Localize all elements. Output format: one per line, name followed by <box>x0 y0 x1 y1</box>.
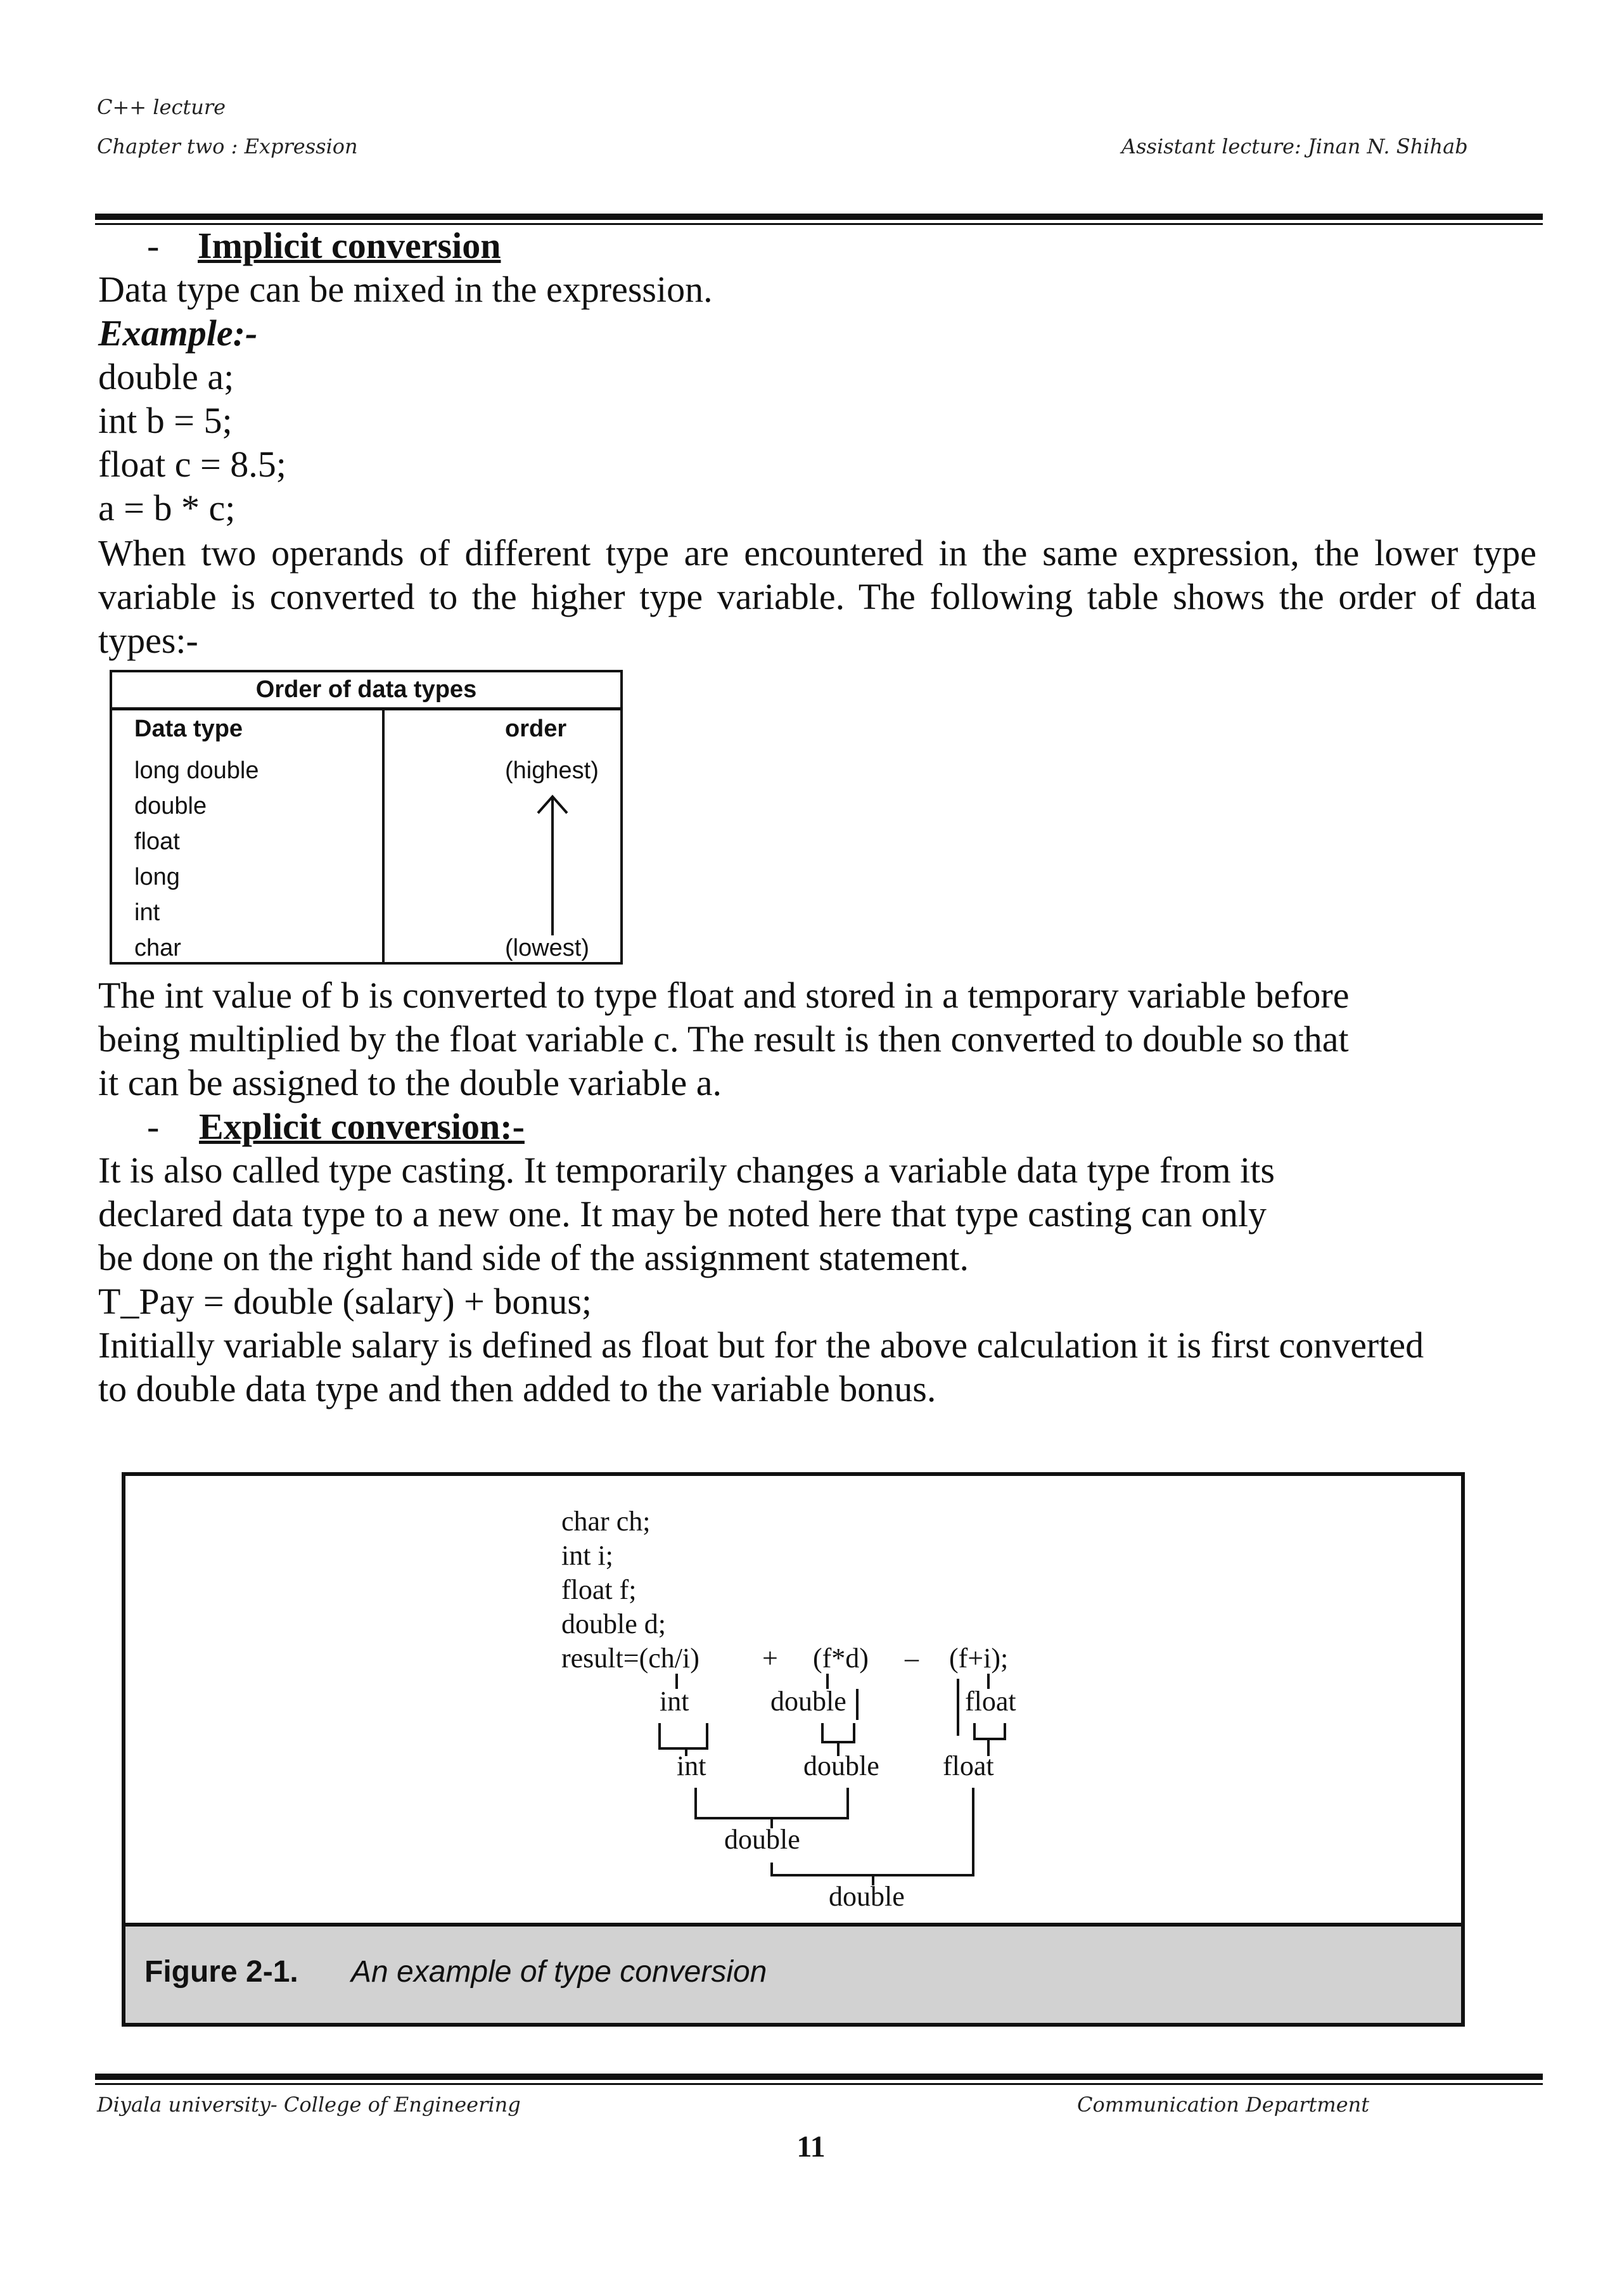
figure-type-conversion <box>122 1472 1465 2027</box>
minus-operator: – <box>905 1643 919 1674</box>
header-course: C++ lecture <box>97 95 226 119</box>
conversion-tree-lines <box>125 1476 1461 1932</box>
explicit-line-3: be done on the right hand side of the assignment statement. <box>98 1237 969 1278</box>
explicit-title: Explicit conversion:- <box>199 1106 525 1147</box>
level1-float: float <box>965 1686 1016 1717</box>
implicit-intro: Data type can be mixed in the expression. <box>98 269 713 310</box>
explicit-line-1: It is also called type casting. It temporarily changes a variable data type from its <box>98 1150 1275 1191</box>
level4-double: double <box>829 1881 905 1912</box>
implicit-explanation: When two operands of different type are encountered in the same expression, the lower type variable is converted to the higher type variable. The following table shows the order of data types:- <box>98 532 1536 661</box>
type-float: float <box>134 828 180 855</box>
header-chapter: Chapter two : Expression <box>97 134 358 158</box>
order-of-data-types-table <box>110 670 623 965</box>
type-char: char <box>134 935 181 961</box>
explicit-closing-1: Initially variable salary is defined as float but for the above calculation it is first converted <box>98 1324 1424 1366</box>
decl-float: float f; <box>561 1574 637 1605</box>
footer-university: Diyala university- College of Engineering <box>97 2093 521 2117</box>
figure-caption-band <box>125 1923 1461 2023</box>
footer-department: Communication Department <box>1077 2093 1370 2117</box>
table-header-type: Data type <box>134 715 243 742</box>
type-int: int <box>134 899 160 926</box>
up-arrow-icon <box>530 793 575 939</box>
table-divider <box>112 707 620 710</box>
order-lowest: (lowest) <box>505 935 590 961</box>
figure-caption-label: Figure 2-1. <box>144 1955 298 1989</box>
level3-double: double <box>724 1824 800 1855</box>
type-double: double <box>134 793 207 819</box>
header-rule-thick <box>95 214 1543 220</box>
code-line-3: float c = 8.5; <box>98 444 286 485</box>
explicit-line-2: declared data type to a new one. It may be noted here that type casting can only <box>98 1193 1267 1235</box>
decl-double: double d; <box>561 1608 666 1639</box>
implicit-after-table <box>98 973 1350 1105</box>
type-long-double: long double <box>134 757 259 784</box>
explicit-code: T_Pay = double (salary) + bonus; <box>98 1281 592 1322</box>
example-label: Example:- <box>98 312 258 354</box>
level2-float: float <box>943 1750 994 1781</box>
after-table-line-2: being multiplied by the float variable c. The result is then converted to double so that <box>98 1018 1349 1060</box>
code-line-4: a = b * c; <box>98 487 236 529</box>
explicit-heading <box>147 1105 525 1148</box>
fi-expression: (f+i); <box>949 1643 1009 1674</box>
figure-caption-text: An example of type conversion <box>351 1955 767 1989</box>
level2-int: int <box>677 1750 706 1781</box>
after-table-line-3: it can be assigned to the double variable a. <box>98 1062 722 1103</box>
implicit-dash: - <box>147 225 160 266</box>
table-column-divider <box>382 709 385 962</box>
code-line-2: int b = 5; <box>98 400 233 441</box>
footer-rule-thin <box>95 2083 1543 2085</box>
header-lecturer: Assistant lecture: Jinan N. Shihab <box>1121 134 1468 158</box>
after-table-line-1: The int value of b is converted to type float and stored in a temporary variable before <box>98 975 1350 1016</box>
implicit-title: Implicit conversion <box>198 225 501 266</box>
explicit-description <box>98 1148 1424 1411</box>
decl-int: int i; <box>561 1540 613 1571</box>
implicit-heading <box>147 224 501 267</box>
order-highest: (highest) <box>505 757 599 784</box>
code-line-1: double a; <box>98 356 234 397</box>
table-title: Order of data types <box>255 676 477 703</box>
page-number: 11 <box>796 2130 826 2164</box>
result-expression: result=(ch/i) <box>561 1643 699 1674</box>
decl-char: char ch; <box>561 1506 651 1537</box>
fd-expression: (f*d) <box>813 1643 869 1674</box>
level2-double: double <box>803 1750 879 1781</box>
level1-double: double <box>770 1686 846 1717</box>
explicit-closing-2: to double data type and then added to the variable bonus. <box>98 1368 936 1409</box>
table-header-order: order <box>505 715 567 742</box>
level1-int: int <box>660 1686 689 1717</box>
plus-operator: + <box>762 1643 778 1674</box>
explicit-dash: - <box>147 1106 160 1147</box>
footer-rule-thick <box>95 2074 1543 2080</box>
type-long: long <box>134 864 180 890</box>
